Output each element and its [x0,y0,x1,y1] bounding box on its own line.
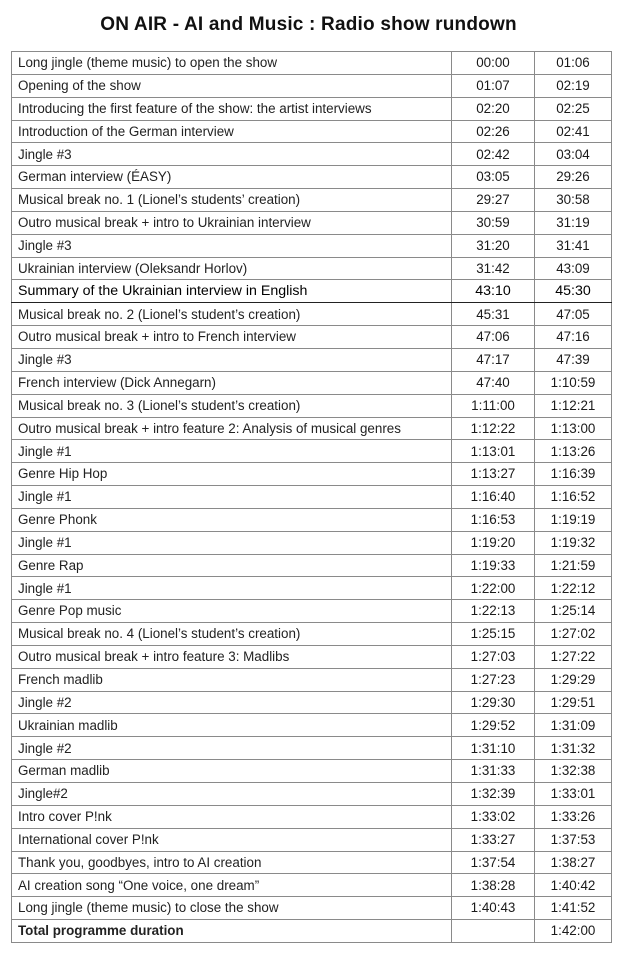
end-time-cell: 01:06 [535,52,612,75]
table-row [12,371,612,394]
end-time-cell: 1:16:52 [535,486,612,509]
end-time-cell: 02:41 [535,120,612,143]
segment-cell: International cover P!nk [12,828,452,851]
table-row [12,463,612,486]
end-time-cell: 1:13:00 [535,417,612,440]
segment-cell: Summary of the Ukrainian interview in English [12,280,452,303]
page-title: ON AIR - AI and Music : Radio show rundown [100,14,517,35]
table-row [12,166,612,189]
end-time-cell: 1:12:21 [535,394,612,417]
end-time-cell: 1:19:19 [535,508,612,531]
segment-cell: Thank you, goodbyes, intro to AI creation [12,851,452,874]
end-time-cell: 1:27:02 [535,623,612,646]
end-time-cell: 30:58 [535,189,612,212]
table-row [12,668,612,691]
table-row [12,805,612,828]
table-row [12,417,612,440]
segment-cell: Jingle #2 [12,691,452,714]
segment-cell: AI creation song “One voice, one dream” [12,874,452,897]
total-start-cell [452,920,535,943]
segment-cell: Outro musical break + intro feature 2: Analysis of musical genres [12,417,452,440]
start-time-cell: 1:29:30 [452,691,535,714]
table-row [12,828,612,851]
segment-cell: Jingle #1 [12,440,452,463]
segment-cell: Jingle #3 [12,234,452,257]
table-row [12,645,612,668]
end-time-cell: 47:39 [535,348,612,371]
end-time-cell: 02:19 [535,74,612,97]
end-time-cell: 1:22:12 [535,577,612,600]
start-time-cell: 47:06 [452,326,535,349]
start-time-cell: 02:20 [452,97,535,120]
end-time-cell: 1:19:32 [535,531,612,554]
segment-cell: Introducing the first feature of the show: the artist interviews [12,97,452,120]
start-time-cell: 03:05 [452,166,535,189]
end-time-cell: 1:33:26 [535,805,612,828]
table-row [12,623,612,646]
table-row [12,326,612,349]
table-row [12,234,612,257]
end-time-cell: 1:25:14 [535,600,612,623]
start-time-cell: 45:31 [452,303,535,326]
start-time-cell: 00:00 [452,52,535,75]
segment-cell: Genre Rap [12,554,452,577]
start-time-cell: 1:13:27 [452,463,535,486]
end-time-cell: 47:16 [535,326,612,349]
table-row [12,211,612,234]
segment-cell: Jingle #1 [12,577,452,600]
segment-cell: Opening of the show [12,74,452,97]
table-row [12,691,612,714]
start-time-cell: 29:27 [452,189,535,212]
start-time-cell: 1:31:33 [452,760,535,783]
end-time-cell: 1:16:39 [535,463,612,486]
start-time-cell: 31:42 [452,257,535,280]
table-row [12,143,612,166]
end-time-cell: 43:09 [535,257,612,280]
table-row [12,874,612,897]
table-row [12,280,612,303]
end-time-cell: 1:29:51 [535,691,612,714]
segment-cell: Ukrainian madlib [12,714,452,737]
end-time-cell: 1:13:26 [535,440,612,463]
start-time-cell: 1:33:02 [452,805,535,828]
segment-cell: Jingle #1 [12,531,452,554]
table-row [12,348,612,371]
segment-cell: Genre Pop music [12,600,452,623]
end-time-cell: 47:05 [535,303,612,326]
end-time-cell: 1:40:42 [535,874,612,897]
start-time-cell: 1:19:20 [452,531,535,554]
end-time-cell: 1:32:38 [535,760,612,783]
start-time-cell: 1:22:00 [452,577,535,600]
end-time-cell: 1:21:59 [535,554,612,577]
start-time-cell: 1:22:13 [452,600,535,623]
end-time-cell: 02:25 [535,97,612,120]
segment-cell: Jingle #1 [12,486,452,509]
end-time-cell: 1:37:53 [535,828,612,851]
table-row [12,897,612,920]
segment-cell: Genre Hip Hop [12,463,452,486]
end-time-cell: 31:41 [535,234,612,257]
segment-cell: Long jingle (theme music) to open the show [12,52,452,75]
table-row [12,486,612,509]
table-row [12,760,612,783]
start-time-cell: 1:13:01 [452,440,535,463]
table-row [12,737,612,760]
start-time-cell: 43:10 [452,280,535,303]
segment-cell: Outro musical break + intro to Ukrainian interview [12,211,452,234]
start-time-cell: 47:40 [452,371,535,394]
segment-cell: German interview (ÉASY) [12,166,452,189]
segment-cell: Long jingle (theme music) to close the show [12,897,452,920]
segment-cell: Jingle #2 [12,737,452,760]
start-time-cell: 1:16:53 [452,508,535,531]
table-row [12,554,612,577]
start-time-cell: 1:29:52 [452,714,535,737]
end-time-cell: 1:27:22 [535,645,612,668]
table-row [12,74,612,97]
end-time-cell: 1:33:01 [535,783,612,806]
start-time-cell: 1:16:40 [452,486,535,509]
start-time-cell: 1:31:10 [452,737,535,760]
total-duration-value: 1:42:00 [535,920,612,943]
segment-cell: Musical break no. 4 (Lionel’s student’s creation) [12,623,452,646]
start-time-cell: 02:26 [452,120,535,143]
start-time-cell: 1:27:23 [452,668,535,691]
segment-cell: Musical break no. 3 (Lionel’s student’s creation) [12,394,452,417]
table-row [12,257,612,280]
segment-cell: German madlib [12,760,452,783]
segment-cell: Musical break no. 1 (Lionel’s students’ creation) [12,189,452,212]
end-time-cell: 1:10:59 [535,371,612,394]
start-time-cell: 31:20 [452,234,535,257]
table-row [12,440,612,463]
segment-cell: Ukrainian interview (Oleksandr Horlov) [12,257,452,280]
table-row [12,531,612,554]
segment-cell: Intro cover P!nk [12,805,452,828]
start-time-cell: 1:33:27 [452,828,535,851]
table-row [12,714,612,737]
table-row [12,600,612,623]
start-time-cell: 1:12:22 [452,417,535,440]
start-time-cell: 1:27:03 [452,645,535,668]
start-time-cell: 1:11:00 [452,394,535,417]
start-time-cell: 02:42 [452,143,535,166]
end-time-cell: 45:30 [535,280,612,303]
table-row [12,303,612,326]
start-time-cell: 47:17 [452,348,535,371]
table-row [12,52,612,75]
table-row [12,189,612,212]
rundown-table [11,51,612,943]
table-row [12,97,612,120]
start-time-cell: 1:32:39 [452,783,535,806]
start-time-cell: 1:19:33 [452,554,535,577]
table-row [12,783,612,806]
end-time-cell: 1:41:52 [535,897,612,920]
end-time-cell: 1:29:29 [535,668,612,691]
start-time-cell: 1:37:54 [452,851,535,874]
start-time-cell: 30:59 [452,211,535,234]
segment-cell: Musical break no. 2 (Lionel’s student’s creation) [12,303,452,326]
table-row [12,851,612,874]
segment-cell: Jingle#2 [12,783,452,806]
end-time-cell: 31:19 [535,211,612,234]
segment-cell: Outro musical break + intro to French interview [12,326,452,349]
end-time-cell: 03:04 [535,143,612,166]
end-time-cell: 1:31:09 [535,714,612,737]
segment-cell: Introduction of the German interview [12,120,452,143]
table-row [12,394,612,417]
end-time-cell: 1:38:27 [535,851,612,874]
start-time-cell: 01:07 [452,74,535,97]
segment-cell: French interview (Dick Annegarn) [12,371,452,394]
total-label: Total programme duration [12,920,452,943]
rundown-table-body [12,52,612,943]
end-time-cell: 1:31:32 [535,737,612,760]
segment-cell: Jingle #3 [12,348,452,371]
table-row [12,577,612,600]
table-row [12,120,612,143]
table-row [12,508,612,531]
start-time-cell: 1:38:28 [452,874,535,897]
end-time-cell: 29:26 [535,166,612,189]
segment-cell: Genre Phonk [12,508,452,531]
start-time-cell: 1:25:15 [452,623,535,646]
segment-cell: Outro musical break + intro feature 3: Madlibs [12,645,452,668]
start-time-cell: 1:40:43 [452,897,535,920]
total-row [12,920,612,943]
segment-cell: French madlib [12,668,452,691]
segment-cell: Jingle #3 [12,143,452,166]
